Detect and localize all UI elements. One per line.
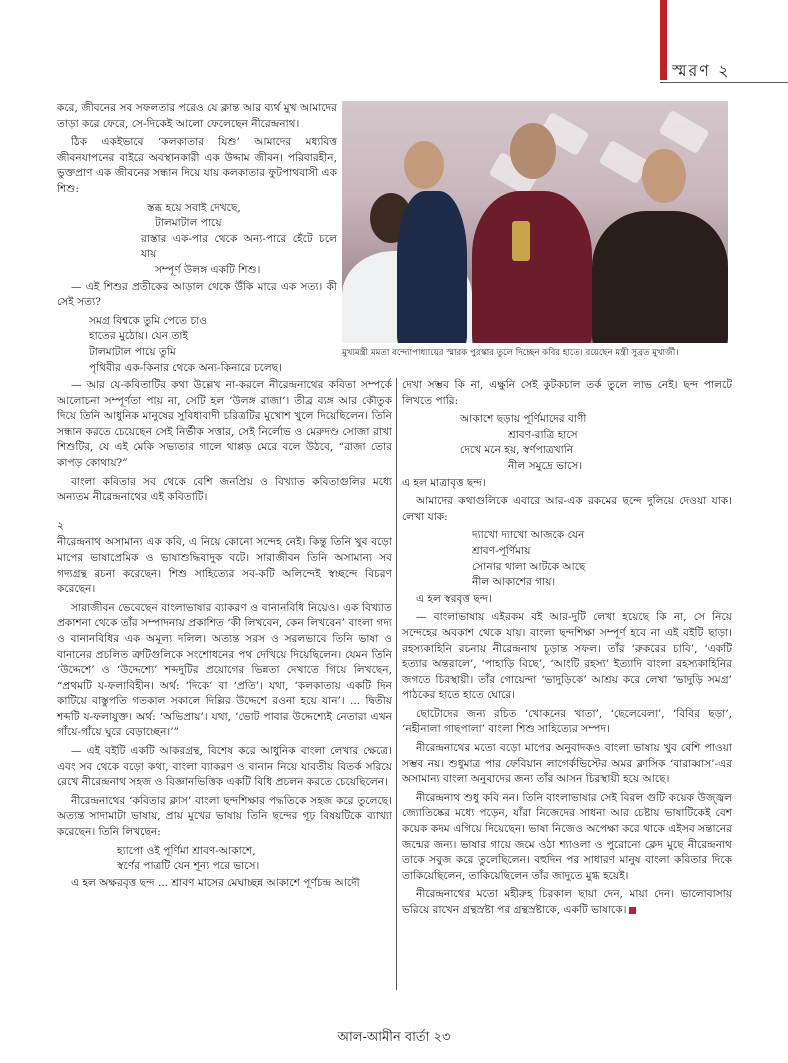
- poem-line: হাতের মুঠোয়। যেন তাই: [89, 330, 188, 343]
- paragraph-final: [402, 887, 732, 918]
- backdrop-pattern: [658, 110, 709, 155]
- paragraph: নীরেন্দ্রনাথ শুধু কবি নন। তিনি বাংলাভাষার সেই বিরল গুটি কয়েক উজ্জ্বল জ্যোতিষ্কের মধ্যে পড়েন, যাঁরা নিজেদের সাধনা আর চেষ্টায় ভাষাটিকেই বেশ কয়েক কদম এগিয়ে দিয়েছেন। ভাষা নিজেও অপেক্ষা করে থাকে এইসব সন্তানের জন্মের জন্য। ভাষার গায়ে জমে ওঠা শ্যাওলা ও পুরোনো ক্লেদ মুছে নীরেন্দ্রনাথ তাকে সবুজ করে তুলেছিলেন। বহুদিন পর সাধারণ মানুষ বাংলা কবিতার দিকে তাকিয়েছিলেন, তাকিয়েছিলেন তাঁর জাদুতে মুগ্ধ হয়েই।: [402, 791, 732, 882]
- column-top-left: [57, 101, 337, 377]
- poem-line: টালমাটাল পায়ে তুমি: [89, 345, 176, 358]
- award-trophy: [512, 221, 530, 261]
- poem-line: আকাশে ছড়ায় পূর্ণিমাদের বাণী: [460, 413, 587, 426]
- person-right-head: [642, 149, 686, 203]
- person-right: [592, 211, 728, 343]
- paragraph: নীরেন্দ্রনাথের মতো বড়ো মাপের অনুবাদকও বাংলা ভাষায় খুব বেশি পাওয়া সম্ভব নয়। শুধুমাত্র পার ফেবিয়ান লাগের্কভিস্টের অমর ক্লাসিক ‘বারাব্বাস’-এর অসামান্য বাংলা অনুবাদের জন্য তাঁর আসন চিরস্থায়ী হয়ে আছে।: [402, 742, 732, 786]
- poem-line: নীল আকাশের গায়।: [472, 576, 556, 589]
- person-suit: [397, 191, 467, 343]
- poet-figure: [472, 191, 592, 343]
- paragraph: — এই শিশুর প্রতীকের আড়াল থেকে উঁকি মারে এক সত্য। কী সেই সত্য?: [57, 280, 337, 309]
- paragraph: এ হল মাত্রাবৃত্ত ছন্দ।: [402, 476, 486, 489]
- page-footer: আল-আমীন বার্তা ২৩: [337, 1030, 451, 1045]
- paragraph: আমাদের কথাগুলিকে এবারে আর-এক রকমের ছন্দে দুলিয়ে দেওয়া যাক। লেখা যাক:: [402, 495, 732, 523]
- paragraph: দেখা সম্ভব কি না, এক্ষুনি সেই কুটকচাল তর্ক তুলে লাভ নেই। ছন্দ পালটে লিখতে পারি:: [402, 379, 732, 407]
- poem-quote: [402, 412, 732, 474]
- poem-line: শ্রাবণ-পূর্ণিমায়: [472, 544, 531, 557]
- poem-quote: [57, 201, 337, 279]
- poem-quote: [57, 844, 392, 875]
- paragraph: সারাজীবন ভেবেছেন বাংলাভাষার ব্যাকরণ ও বানানবিধি নিয়েও। এক বিখ্যাত প্রকাশনা থেকে তাঁর সম্পাদনায় প্রকাশিত ‘কী লিখবেন, কেন লিখবেন’ বাংলা গদ্য ও বানানবিধির এক অমূল্য দলিল। অত্যন্ত সরস ও সরলভাবে তিনি ভাষা ও বানানের প্রচলিত ত্রুটিগুলিকে সংশোধনের পথ দেখিয়ে দিয়েছিলেন। যেমন তিনি ‘উদ্দেশে’ ও ‘উদ্দেশ্যে’ শব্দদুটির প্রয়োগের ভিন্নতা দেখাতে গিয়ে লিখছেন, “প্রথমটি য-ফলাবিহীন। অর্থ: ‘দিকে’ বা ‘প্রতি’। যথা, ‘কলকাতায় একটি দিন কাটিয়ে বাস্তুপতি গতকাল সকালে দিল্লির উদ্দেশে রওনা হয়ে যান’। ... দ্বিতীয় শব্দটি য-ফলাযুক্ত। অর্থ: ‘অভিপ্রায়’। যথা, ‘ভোট পাবার উদ্দেশ্যেই নেতারা এখন গাঁয়ে-গাঁয়ে ঘুরে বেড়াচ্ছেন।’”: [57, 601, 392, 739]
- poem-line: দ্যাখো দ্যাখো আজকে যেন: [472, 529, 585, 542]
- paragraph: — বাংলাভাষায় এইরকম বই আর-দুটি লেখা হয়েছে কি না, সে নিয়ে সন্দেহের অবকাশ থেকে যায়। বাংলা ছন্দশিক্ষা সম্পূর্ণ হবে না এই বইটি ছাড়া। রহস্যকাহিনি রচনায় নীরেন্দ্রনাথ চূড়ান্ত সফল। তাঁর ‘রুকরের চাবি’, ‘একটি হত্যার অন্তরালে’, ‘পাহাড়ি বিছে’, ‘আংটি রহস্য’ ইত্যাদি বাংলা রহস্যকাহিনির জগতে চিরস্থায়ী। তাঁর গোয়েন্দা ‘ভাদুড়িকে’ আশ্রয় করে লেখা ‘ভাদুড়ি সমগ্র’ পাঠকের হাতে হাতে ঘোরে।: [402, 611, 732, 702]
- paragraph: ছোটোদের জন্য রচিত ‘খোকনের খাতা’, ‘ছেলেবেলা’, ‘বিবির ছড়া’, ‘নহীনালা গাছপালা’ বাংলা শিশু সাহিত্যের সম্পদ।: [402, 707, 732, 736]
- section-accent-bar: [660, 0, 667, 80]
- paragraph: এ হল অক্ষরবৃত্ত ছন্দ ... শ্রাবণ মাসের মেঘাচ্ছন্ন আকাশে পূর্ণচন্দ্র আদৌ: [71, 876, 360, 889]
- poem-line: নীল সমুদ্রে ভাসে।: [508, 459, 583, 472]
- photo-caption: মুখ্যমন্ত্রী মমতা বন্দ্যোপাধ্যায়ের স্মারক পুরস্কার তুলে দিচ্ছেন কবির হাতে। রয়েছেন মন্ত্রী সুব্রত মুখার্জী।: [342, 348, 679, 358]
- poem-line: সমগ্র বিশ্বকে তুমি পেতে চাও: [89, 314, 208, 327]
- column-right: [402, 378, 732, 922]
- poem-line: সোনার থালা আটকে আছে: [472, 560, 586, 573]
- section-number: ২: [57, 518, 65, 532]
- poem-line: টালমাটাল পায়ে: [155, 217, 222, 230]
- poem-line: পৃথিবীর এক-কিনার থেকে অন্য-কিনারে চলেছ।: [89, 361, 282, 374]
- person-suit-head: [404, 141, 444, 189]
- poem-line: রাস্তার এক-পার থেকে অন্য-পারে হেঁটে চলে যায়: [141, 232, 337, 261]
- poem-quote: [57, 314, 337, 376]
- section-label: স্মরণ ২: [672, 61, 731, 80]
- paragraph: নীরেন্দ্রনাথের ‘কবিতার ক্লাস’ বাংলা ছন্দশিক্ষার পদ্ধতিকে সহজ করে তুলেছে। অত্যন্ত সাদামাটা ভাষায়, প্রায় মুখের ভাষায় তিনি ছন্দের গূঢ় বিষয়টিকে ব্যাখ্যা করেছেন। তিনি লিখছেন:: [57, 794, 392, 839]
- paragraph: — আর যে-কবিতাটির কথা উল্লেখ না-করলে নীরেন্দ্রনাথের কবিতা সম্পর্কে আলোচনা সম্পূর্ণতা পায় না, সেটি হল ‘উলঙ্গ রাজা’। তীব্র ব্যঙ্গ আর কৌতুক দিয়ে তিনি আধুনিক মানুষের সুবিধাবাদী চরিত্রটির মুখোশ খুলে দিয়েছিলেন। তিনি সন্ধান করতে চেয়েছেন সেই নির্ভীক সত্তার, সেই নির্লোভ ও মেরুদণ্ড সোজা রাখা শিশুটির, যে এই মেকি সভ্যতার গালে থাপ্পড় মেরে বলে উঠবে, “রাজা তোর কাপড় কোথায়?”: [57, 379, 392, 469]
- paragraph: বাংলা কবিতার সব থেকে বেশি জনপ্রিয় ও বিখ্যাত কবিতাগুলির মধ্যে অন্যতম নীরেন্দ্রনাথের এই কবিতাটি।: [57, 475, 392, 504]
- award-photo: [342, 101, 728, 343]
- poem-line: হ্যাপো ওই পূর্ণিমা শ্রাবণ-আকাশে,: [117, 844, 256, 857]
- poem-line: স্বর্ণের পাত্রটি যেন শূন্য পরে ভাসে।: [117, 860, 260, 873]
- paragraph: — এই বইটি একটি আকরগ্রন্থ, বিশেষ করে আধুনিক বাংলা লেখার ক্ষেত্রে। এবং সব থেকে বড়ো কথা, বাংলা ব্যাকরণ ও বানান নিয়ে যাবতীয় বিতর্ক সরিয়ে রেখে নীরেন্দ্রনাথ সহজ ও বিজ্ঞানভিত্তিক একটি বিধি প্রচলন করতে চেয়েছিলেন।: [57, 745, 392, 789]
- end-mark: [629, 907, 636, 914]
- poem-line: শ্রাবণ-রাত্রি হাসে: [508, 428, 578, 441]
- paragraph: নীরেন্দ্রনাথ অসামান্য এক কবি, এ নিয়ে কোনো সন্দেহ নেই। কিন্তু তিনি খুব বড়ো মাপের ভাষাপ্রেমিক ও ভাষাশুদ্ধিবাদুক বটে। সারাজীবন তিনি অসামান্য সব গদ্যগ্রন্থ রচনা করেছেন। শিশু সাহিত্যের সব-কটি অলিন্দেই স্বচ্ছন্দে বিচরণ করেছেন।: [57, 536, 392, 596]
- poet-head: [510, 123, 556, 179]
- paragraph: করে, জীবনের সব সফলতার পরেও যে ক্লান্ত আর ব্যর্থ মুখ আমাদের তাড়া করে ফেরে, সে-দিকেই আলো ফেলেছেন নীরেন্দ্রনাথ।: [57, 102, 337, 130]
- poem-line: স্তব্ধ হয়ে সবাই দেখছে,: [147, 201, 241, 214]
- section-rule: [660, 82, 788, 83]
- paragraph: এ হল স্বরবৃত্ত ছন্দ।: [416, 592, 493, 605]
- paragraph: ঠিক একইভাবে ‘কলকাতার যিশু’ আমাদের মধ্যবিত্ত জীবনযাপনের বাইরে অবস্থানকারী এক উদ্দাম জীবন। পরিবারহীন, ভুক্তপ্রাণ এক জীবনের সন্ধান দিয়ে যায় কলকাতার ফুটপাথবাসী এক শিশু:: [57, 136, 337, 195]
- poem-line: দেখে মনে হয়, স্বর্ণপাত্রখানি: [460, 444, 574, 457]
- column-bottom-left: [57, 378, 392, 894]
- poem-quote: [402, 528, 732, 590]
- poem-line: সম্পূর্ণ উলঙ্গ একটি শিশু।: [155, 263, 261, 276]
- paragraph-text: নীরেন্দ্রনাথের মতো মহীরুহ চিরকাল ছায়া দেন, মায়া দেন। ভালোবাসায় ভরিয়ে রাখেন গ্রন্থস্রষ্টা পর গ্রন্থস্রষ্টাকে, একটি ভাষাকে।: [402, 888, 732, 916]
- column-divider: [396, 378, 397, 990]
